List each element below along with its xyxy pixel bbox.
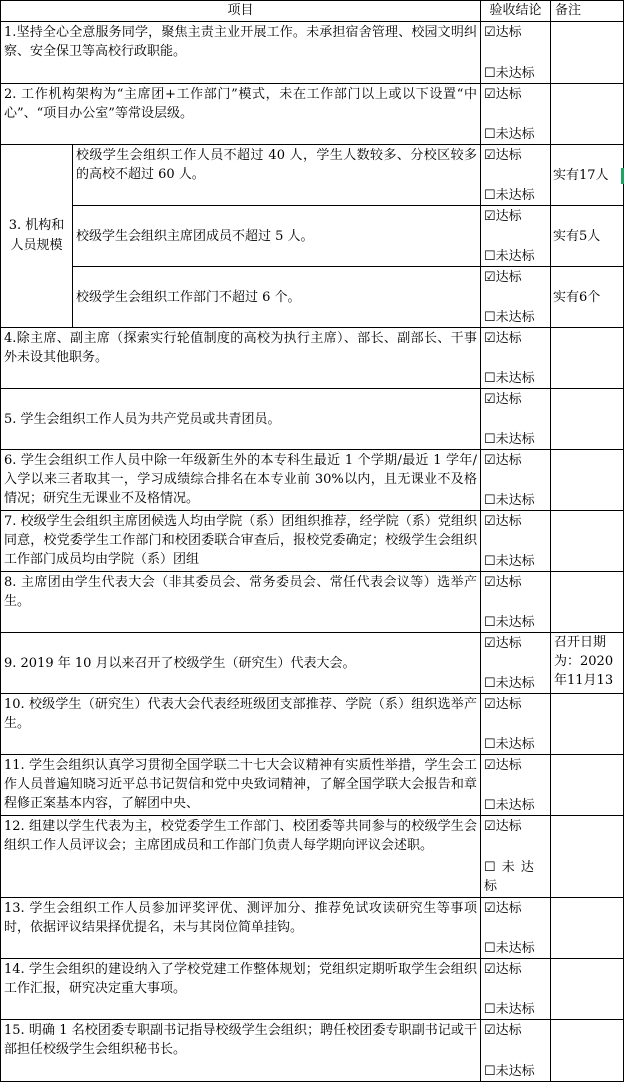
- item-row-4: 4.除主席、副主席（探索实行轮值制度的高校为执行主席）、部长、副部长、干事外未设其他职务。: [0, 328, 481, 389]
- item-row-2: 2. 工作机构架构为“主席团+工作部门”模式，未在工作部门以上或以下设置“中心”、“项目办公室”等常设层级。: [0, 84, 481, 145]
- item-text: 9. 2019 年 10 月以来召开了校级学生（研究生）代表大会。: [4, 656, 356, 671]
- result-cell-14: [481, 959, 551, 1020]
- remark-cell-8: [551, 572, 624, 633]
- fail-checkbox[interactable]: ☐未达标: [484, 249, 535, 264]
- fail-checkbox[interactable]: ☐未达标: [484, 493, 535, 508]
- pass-checkbox[interactable]: ☑达标: [484, 636, 522, 651]
- fail-checkbox[interactable]: ☐未达标: [484, 941, 535, 956]
- remark-text: 实有6个: [553, 289, 601, 305]
- item-row-9: [0, 633, 481, 694]
- remark-cell-3c: [551, 267, 624, 328]
- item-row-15: 15. 明确 1 名校团委专职副书记指导校级学生会组织；聘任校团委专职副书记或干部担任校级学生会组织秘书长。: [0, 1020, 481, 1082]
- header-remark: [551, 0, 624, 22]
- fail-checkbox[interactable]: ☐未达标: [484, 1064, 535, 1079]
- item-row-11: 11. 学生会组织认真学习贯彻全国学联二十七大会议精神有实质性举措，学生会工作人员普遍知晓习近平总书记贺信和党中央致词精神，了解全国学联大会报告和章程修正案基本内容，了解团中央、: [0, 755, 481, 816]
- fail-checkbox[interactable]: ☐未达标: [484, 615, 535, 630]
- remark-cell-13: [551, 898, 624, 959]
- pass-checkbox[interactable]: ☑达标: [484, 392, 522, 407]
- remark-text: 召开日期为：2020年11月13: [554, 635, 614, 688]
- pass-checkbox[interactable]: ☑达标: [484, 962, 522, 977]
- pass-checkbox[interactable]: ☑达标: [484, 25, 522, 40]
- remark-cell-14: [551, 959, 624, 1020]
- result-cell-1: [481, 22, 551, 84]
- remark-cell-5: [551, 389, 624, 450]
- remark-cell-12: [551, 816, 624, 898]
- remark-cell-2: [551, 84, 624, 145]
- item-row-6: 6. 学生会组织工作人员中除一年级新生外的本专科生最近 1 个学期/最近 1 学年/入学以来三者取其一，学习成绩综合排名在本专业前 30%以内，且无课业不及格情况；研究生无课业不及格情况。: [0, 450, 481, 511]
- remark-cell-6: [551, 450, 624, 511]
- fail-checkbox[interactable]: ☐未达标: [484, 554, 535, 569]
- item-row-8: 8. 主席团由学生代表大会（非其委员会、常务委员会、常任代表会议等）选举产生。: [0, 572, 481, 633]
- fail-checkbox[interactable]: ☐未达标: [484, 798, 535, 813]
- item-row-5: [0, 389, 481, 450]
- fail-checkbox[interactable]: ☐未达标: [484, 188, 535, 203]
- result-cell-8: [481, 572, 551, 633]
- item-row-3c: [73, 267, 481, 328]
- fail-checkbox[interactable]: ☐未达标: [484, 676, 535, 691]
- remark-cell-15: [551, 1020, 624, 1082]
- item-text: 5. 学生会组织工作人员为共产党员或共青团员。: [4, 412, 281, 427]
- result-cell-2: [481, 84, 551, 145]
- fail-checkbox[interactable]: ☐未达标: [484, 310, 535, 325]
- result-cell-3b: [481, 206, 551, 267]
- pass-checkbox[interactable]: ☑达标: [484, 270, 522, 285]
- remark-cell-1: [551, 22, 624, 84]
- remark-cell-11: [551, 755, 624, 816]
- fail-checkbox[interactable]: ☐ 未 达 标: [484, 860, 535, 894]
- remark-text: 实有5人: [553, 228, 601, 244]
- pass-checkbox[interactable]: ☑达标: [484, 575, 522, 590]
- result-cell-15: [481, 1020, 551, 1082]
- remark-cell-7: [551, 511, 624, 572]
- header-remark-label: 备注: [555, 3, 582, 18]
- pass-checkbox[interactable]: ☑达标: [484, 697, 522, 712]
- item-text: 校级学生会组织工作部门不超过 6 个。: [76, 290, 301, 305]
- pass-checkbox[interactable]: ☑达标: [484, 758, 522, 773]
- pass-checkbox[interactable]: ☑达标: [484, 148, 522, 163]
- group-3-label: 3. 机构和人员规模: [0, 145, 73, 328]
- pass-checkbox[interactable]: ☑达标: [484, 819, 522, 834]
- header-item: 项目: [0, 0, 481, 22]
- result-cell-13: [481, 898, 551, 959]
- pass-checkbox[interactable]: ☑达标: [484, 453, 522, 468]
- pass-checkbox[interactable]: ☑达标: [484, 209, 522, 224]
- result-cell-7: [481, 511, 551, 572]
- remark-cell-3b: [551, 206, 624, 267]
- result-cell-6: [481, 450, 551, 511]
- item-row-1: 1.坚持全心全意服务同学，聚焦主责主业开展工作。未承担宿舍管理、校园文明纠察、安全保卫等高校行政职能。: [0, 22, 481, 84]
- pass-checkbox[interactable]: ☑达标: [484, 87, 522, 102]
- result-cell-5: [481, 389, 551, 450]
- remark-cell-9: [551, 633, 624, 694]
- fail-checkbox[interactable]: ☐未达标: [484, 127, 535, 142]
- item-row-3b: [73, 206, 481, 267]
- fail-checkbox[interactable]: ☐未达标: [484, 371, 535, 386]
- fail-checkbox[interactable]: ☐未达标: [484, 737, 535, 752]
- item-row-14: 14. 学生会组织的建设纳入了学校党建工作整体规划；党组织定期听取学生会组织工作汇报，研究决定重大事项。: [0, 959, 481, 1020]
- result-cell-10: [481, 694, 551, 755]
- item-text: 校级学生会组织主席团成员不超过 5 人。: [76, 229, 314, 244]
- result-cell-9: [481, 633, 551, 694]
- pass-checkbox[interactable]: ☑达标: [484, 1023, 522, 1038]
- remark-cell-3a: [551, 145, 624, 206]
- header-result: 验收结论: [481, 0, 551, 22]
- item-row-13: 13. 学生会组织工作人员参加评奖评优、测评加分、推荐免试攻读研究生等事项时，依据评议结果择优提名，未与其岗位简单挂钩。: [0, 898, 481, 959]
- pass-checkbox[interactable]: ☑达标: [484, 331, 522, 346]
- fail-checkbox[interactable]: ☐未达标: [484, 1002, 535, 1017]
- fail-checkbox[interactable]: ☐未达标: [484, 432, 535, 447]
- pass-checkbox[interactable]: ☑达标: [484, 901, 522, 916]
- pass-checkbox[interactable]: ☑达标: [484, 514, 522, 529]
- item-row-10: 10. 校级学生（研究生）代表大会代表经班级团支部推荐、学院（系）组织选举产生。: [0, 694, 481, 755]
- result-cell-4: [481, 328, 551, 389]
- result-cell-3a: [481, 145, 551, 206]
- item-row-7: 7. 校级学生会组织主席团候选人均由学院（系）团组织推荐，经学院（系）党组织同意，校党委学生工作部门和校团委联合审查后，报校党委确定；校级学生会组织工作部门成员均由学院（系）团组: [0, 511, 481, 572]
- item-row-12: 12. 组建以学生代表为主，校党委学生工作部门、校团委等共同参与的校级学生会组织工作人员评议会；主席团成员和工作部门负责人每学期向评议会述职。: [0, 816, 481, 898]
- result-cell-12: [481, 816, 551, 898]
- item-row-3a: 校级学生会组织工作人员不超过 40 人，学生人数较多、分校区较多的高校不超过 60 人。: [73, 145, 481, 206]
- remark-text: 实有17人: [553, 167, 609, 183]
- result-cell-3c: [481, 267, 551, 328]
- remark-cell-10: [551, 694, 624, 755]
- result-cell-11: [481, 755, 551, 816]
- remark-cell-4: [551, 328, 624, 389]
- fail-checkbox[interactable]: ☐未达标: [484, 66, 535, 81]
